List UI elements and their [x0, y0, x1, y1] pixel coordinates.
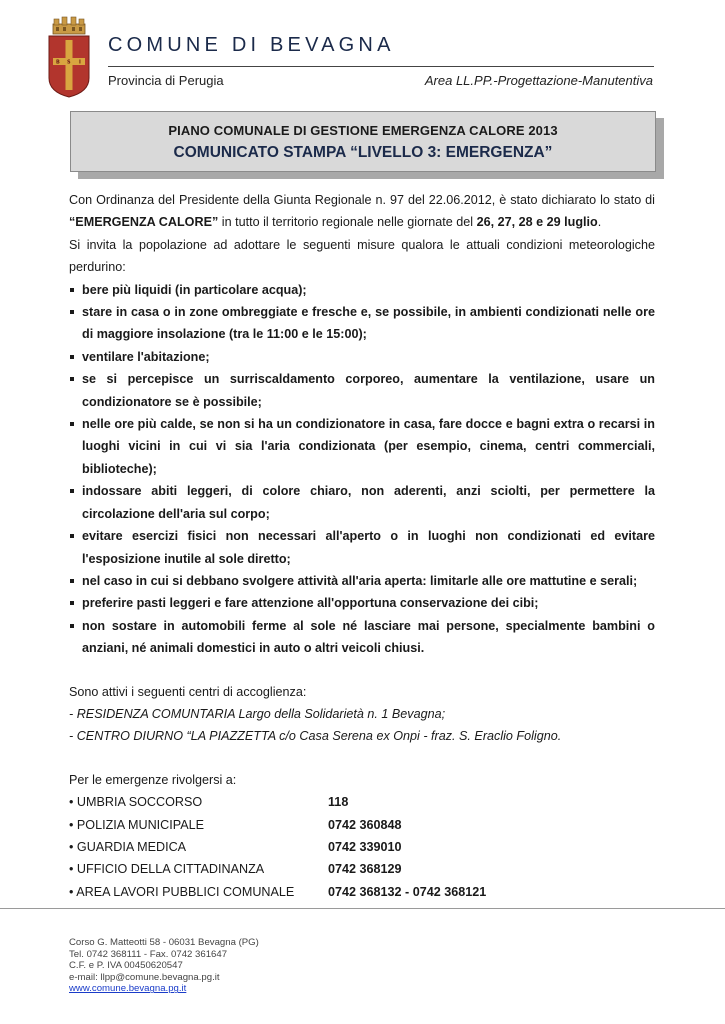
announcement-banner	[70, 111, 656, 172]
bullet-square-icon	[70, 624, 74, 628]
list-item	[69, 346, 655, 368]
measure-text: ventilare l'abitazione;	[82, 349, 210, 364]
bullet-square-icon	[70, 377, 74, 381]
measure-text: nel caso in cui si debbano svolgere attività all'aria aperta: limitarle alle ore mattutine e serali;	[82, 573, 638, 588]
contact-label: • POLIZIA MUNICIPALE	[69, 817, 205, 832]
footer-address: Corso G. Matteotti 58 - 06031 Bevagna (PG)	[69, 937, 259, 948]
contact-number: 0742 368132 - 0742 368121	[328, 884, 487, 899]
centres-intro: Sono attivi i seguenti centri di accoglienza:	[69, 684, 307, 699]
contact-row	[69, 858, 655, 880]
footer-vat: C.F. e P. IVA 00450620547	[69, 960, 183, 972]
list-item	[69, 301, 655, 346]
centre-item-residenza: - RESIDENZA COMUNTARIA Largo della Solidarietà n. 1 Bevagna;	[69, 706, 446, 721]
list-item	[69, 368, 655, 413]
measure-text: preferire pasti leggeri e fare attenzione all'opportuna conservazione dei cibi;	[82, 596, 539, 611]
contact-row	[69, 791, 655, 813]
intro-dates: 26, 27, 28 e 29 luglio	[476, 215, 598, 230]
header-divider	[108, 66, 654, 67]
bullet-square-icon	[70, 355, 74, 359]
bullet-square-icon	[70, 489, 74, 493]
list-item	[69, 592, 655, 614]
spacer	[69, 660, 655, 681]
intro-text-2: in tutto il territorio regionale nelle giornate del	[218, 215, 477, 230]
bullet-square-icon	[70, 534, 74, 538]
list-item	[69, 413, 655, 480]
contact-label: • GUARDIA MEDICA	[69, 839, 187, 854]
footer-divider	[0, 908, 725, 909]
list-item	[69, 525, 655, 570]
page-title: COMUNE DI BEVAGNA	[108, 34, 395, 56]
bullet-square-icon	[70, 601, 74, 605]
contact-number: 0742 339010	[328, 839, 402, 854]
office-label: Area LL.PP.-Progettazione-Manutentiva	[424, 73, 653, 88]
measure-text: non sostare in automobili ferme al sole né lasciare mai persone, specialmente bambini o anziani, né animali domestici in auto o altri veicoli chiusi.	[82, 618, 655, 656]
crest-letter-i: I	[79, 59, 81, 66]
measure-text: bere più liquidi (in particolare acqua);	[82, 282, 307, 297]
contact-row	[69, 836, 655, 858]
measure-text: indossare abiti leggeri, di colore chiaro, non aderenti, anzi sciolti, per permettere la circolazione dell'aria sul corpo;	[82, 484, 655, 521]
contact-label: • UFFICIO DELLA CITTADINANZA	[69, 862, 265, 877]
contact-label: • UMBRIA SOCCORSO	[69, 795, 203, 810]
contact-row	[69, 881, 655, 903]
spacer	[69, 748, 655, 769]
bullet-square-icon	[70, 288, 74, 292]
list-item	[69, 615, 655, 660]
bullet-square-icon	[70, 310, 74, 314]
contact-number: 0742 368129	[328, 862, 402, 877]
intro-paragraph	[69, 189, 655, 234]
measure-text: evitare esercizi fisici non necessari all'aperto o in luoghi non condizionati ed evitare l'esposizione inutile al sole diretto;	[82, 529, 655, 566]
measure-text: nelle ore più calde, se non si ha un condizionatore in casa, fare docce e bagni extra o recarsi in luoghi vicini in cui vi sia l'aria condizionata (per esempio, cinema, centri commerciali, biblioteche);	[82, 417, 655, 476]
list-item	[69, 570, 655, 592]
footer-website-link[interactable]: www.comune.bevagna.pg.it	[69, 983, 187, 995]
contact-label: • AREA LAVORI PUBBLICI COMUNALE	[69, 884, 295, 899]
crest-letter-s: S	[67, 59, 71, 66]
measure-text: se si percepisce un surriscaldamento corporeo, aumentare la ventilazione, usare un condizionatore se è possibile;	[82, 372, 655, 409]
footer	[69, 937, 259, 995]
contact-number: 0742 360848	[328, 817, 402, 832]
province-label: Provincia di Perugia	[108, 73, 224, 88]
measure-text: stare in casa o in zone ombreggiate e fresche e, se possibile, in ambienti condizionati nelle ore di maggiore insolazione (tra le 11:00 e le 15:00);	[82, 305, 655, 342]
list-item	[69, 279, 655, 301]
emergency-contacts-list	[69, 791, 655, 903]
contact-row	[69, 814, 655, 836]
intro-emergency-label: “EMERGENZA CALORE”	[69, 215, 219, 230]
footer-phone: Tel. 0742 368111 - Fax. 0742 361647	[69, 948, 228, 960]
centre-item-piazzetta: - CENTRO DIURNO “LA PIAZZETTA c/o Casa Serena ex Onpi - fraz. S. Eraclio Foligno.	[69, 729, 562, 744]
comune-crest-logo	[47, 16, 91, 98]
list-item	[69, 480, 655, 525]
intro-text-3: .	[597, 215, 602, 230]
emergencies-intro: Per le emergenze rivolgersi a:	[69, 772, 237, 787]
contact-number: 118	[328, 795, 349, 810]
intro-text-1: Con Ordinanza del Presidente della Giunta Regionale n. 97 del 22.06.2012, è stato dichiarato lo stato di	[69, 193, 655, 207]
crest-letter-b: B	[56, 59, 60, 66]
banner-press-release-title: COMUNICATO STAMPA “LIVELLO 3: EMERGENZA”	[173, 144, 553, 161]
measures-list	[69, 279, 655, 660]
bullet-square-icon	[70, 422, 74, 426]
banner-plan-title: PIANO COMUNALE DI GESTIONE EMERGENZA CALORE 2013	[168, 123, 558, 138]
invite-paragraph: Si invita la popolazione ad adottare le seguenti misure qualora le attuali condizioni meteorologiche perdurino:	[69, 237, 655, 275]
footer-email: e-mail: llpp@comune.bevagna.pg.it	[69, 971, 220, 983]
bullet-square-icon	[70, 579, 74, 583]
document-body	[69, 189, 655, 903]
